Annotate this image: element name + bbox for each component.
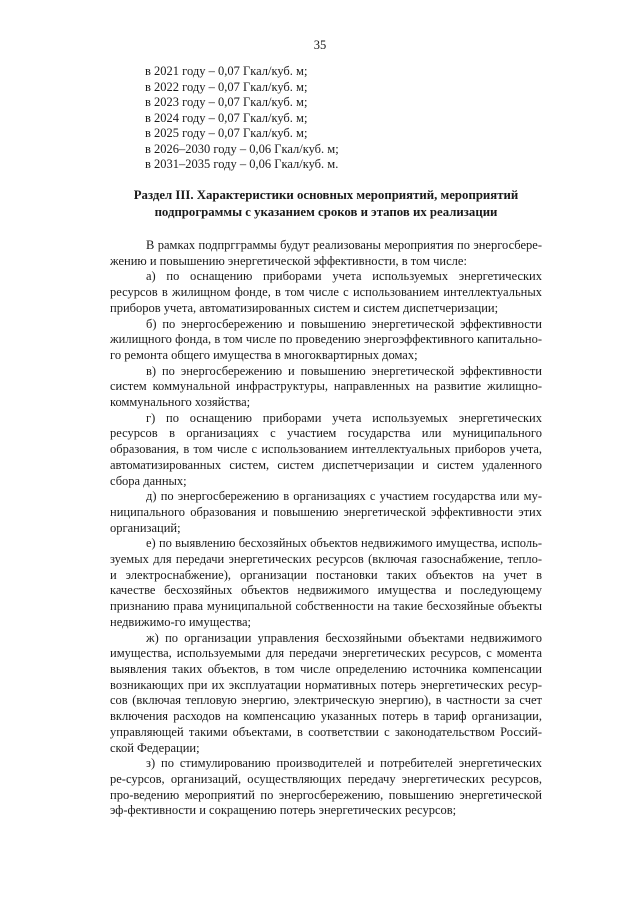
list-item-v: в) по энергосбережению и повышению энергетической эффективности систем коммунальной инфраструктуры, направленных на развитие жилищно-коммунального хозяйства; (110, 363, 542, 410)
page-number: 35 (313, 38, 327, 52)
year-value-list (145, 64, 339, 173)
year-value-item: в 2024 году – 0,07 Гкал/куб. м; (145, 110, 308, 125)
body-text (110, 238, 542, 819)
year-value-item: в 2022 году – 0,07 Гкал/куб. м; (145, 79, 308, 94)
list-item-zh: ж) по организации управления бесхозяйными объектами недвижимого имущества, используемыми для передачи энергетических ресурсов, с момента выявления таких объектов, в том числе определению источника компенсации возникающих при их эксплуатации нормативных потерь энергетических ресур-сов (включая тепловую энергию, электрическую энергию), в частности за счет включения расходов на компенсацию указанных потерь в тариф организации, управляющей такими объектами, в соответствии с законодательством Россий-ской Федерации; (110, 630, 542, 755)
list-item-e: е) по выявлению бесхозяйных объектов недвижимого имущества, исполь-зуемых для передачи энергетических ресурсов (включая газоснабжение, тепло- и электроснабжение), организации постановки таких объектов на учет в качестве бесхозяйных объектов недвижимого имущества и последующему признанию права муниципальной собственности на такие бесхозяйные объекты недвижимо-го имущества; (110, 536, 542, 629)
list-item-a: а) по оснащению приборами учета используемых энергетических ресурсов в жилищном фонде, в том числе с использованием интеллектуальных приборов учета, автоматизированных систем и систем диспетчеризации; (110, 269, 542, 315)
intro-paragraph: В рамках подпргграммы будут реализованы мероприятия по энергосбере-жению и повышению энергетической эффективности, в том числе: (110, 238, 542, 268)
section-title-line: подпрограммы с указанием сроков и этапов их реализации (154, 205, 498, 219)
list-item-g: г) по оснащению приборами учета используемых энергетических ресурсов в организациях с участием государства или муниципального образования, в том числе с использованием интеллектуальных приборов учета, автоматизированных систем, систем диспетчеризации и систем удаленного сбора данных; (110, 410, 542, 488)
list-item-z: з) по стимулированию производителей и потребителей энергетических ре-сурсов, организаций, осуществляющих передачу энергетических ресурсов, про-ведению мероприятий по энергосбережению, повышению энергетической эф-фективности и сокращению потерь энергетических ресурсов; (110, 756, 542, 818)
list-item-d: д) по энергосбережению в организациях с участием государства или му-ниципального образования и повышению энергетической эффективности этих организаций; (110, 489, 542, 535)
year-value-item: в 2021 году – 0,07 Гкал/куб. м; (145, 64, 308, 78)
year-value-item: в 2023 году – 0,07 Гкал/куб. м; (145, 95, 308, 109)
year-value-item: в 2031–2035 году – 0,06 Гкал/куб. м. (145, 157, 339, 171)
year-value-item: в 2025 году – 0,07 Гкал/куб. м; (145, 126, 308, 140)
year-value-item: в 2026–2030 году – 0,06 Гкал/куб. м; (145, 141, 339, 156)
section-title-line: Раздел III. Характеристики основных мероприятий, мероприятий (133, 188, 519, 202)
list-item-b: б) по энергосбережению и повышению энергетической эффективности жилищного фонда, в том числе по проведению энергоэффективного капитально-го ремонта общего имущества в многоквартирных домах; (110, 316, 542, 362)
section-title (110, 187, 542, 221)
